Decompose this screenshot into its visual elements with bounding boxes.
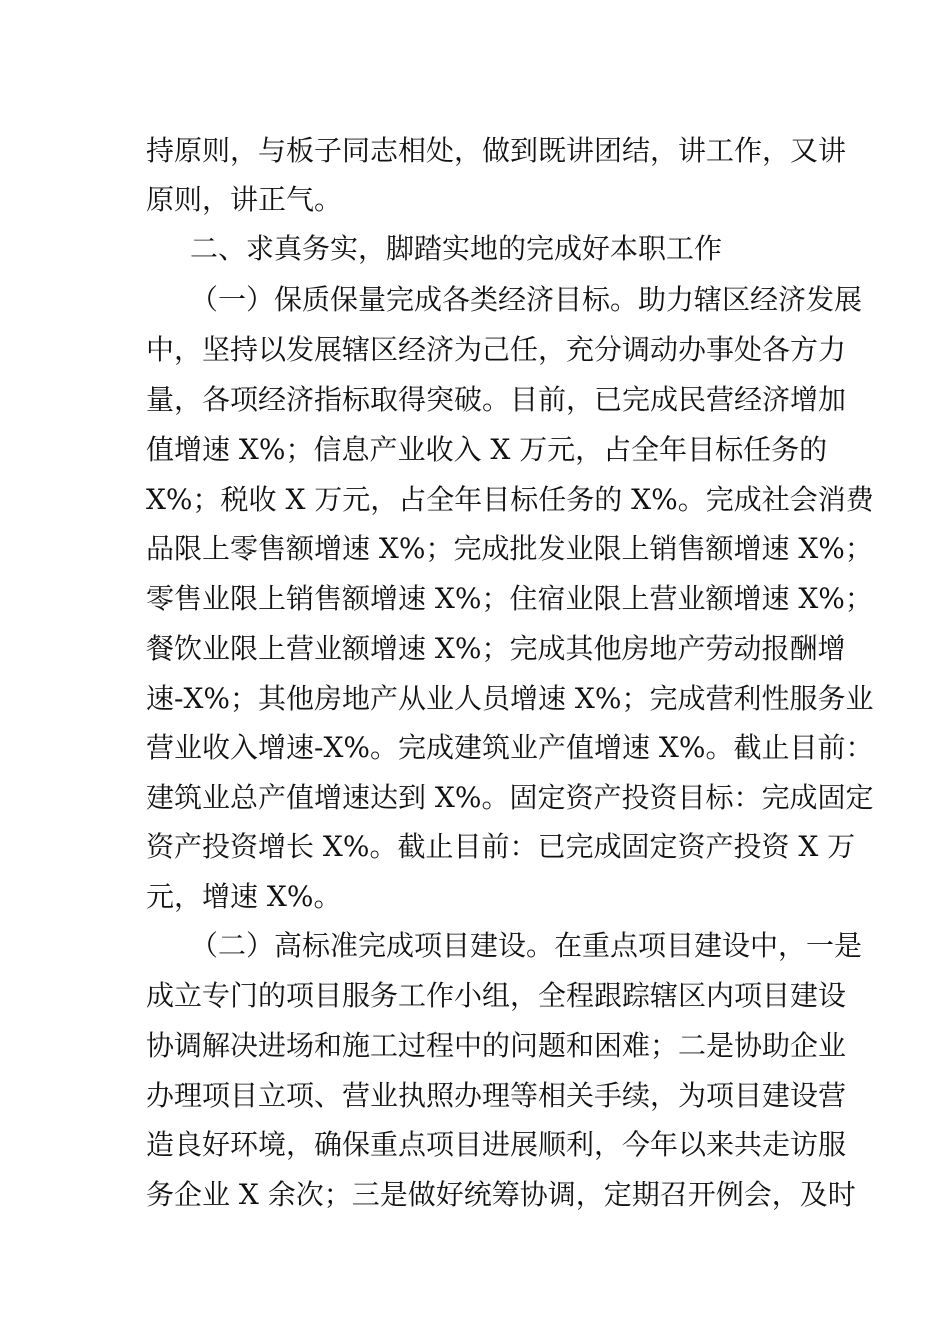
- text-line: 建筑业总产值增速达到 X%。固定资产投资目标：完成固定: [146, 781, 874, 814]
- text-line: 速-X%；其他房地产从业人员增速 X%；完成营利性服务业: [146, 682, 874, 715]
- text-line: 量，各项经济指标取得突破。目前，已完成民营经济增加: [146, 383, 847, 416]
- text-line: 中，坚持以发展辖区经济为己任，充分调动办事处各方力: [146, 333, 847, 366]
- text-line: 餐饮业限上营业额增速 X%；完成其他房地产劳动报酬增: [146, 632, 846, 665]
- text-line: 营业收入增速-X%。完成建筑业产值增速 X%。截止目前：: [146, 731, 874, 764]
- text-line: 成立专门的项目服务工作小组，全程跟踪辖区内项目建设: [146, 979, 847, 1012]
- text-line: 资产投资增长 X%。截止目前：已完成固定资产投资 X 万: [146, 830, 856, 863]
- text-line: 务企业 X 余次；三是做好统筹协调，定期召开例会，及时: [146, 1178, 856, 1211]
- text-line: 零售业限上销售额增速 X%；住宿业限上营业额增速 X%；: [146, 582, 873, 615]
- text-line: 原则，讲正气。: [146, 183, 343, 216]
- text-line: 造良好环境，确保重点项目进展顺利，今年以来共走访服: [146, 1128, 847, 1161]
- section-heading: 二、求真务实，脚踏实地的完成好本职工作: [190, 232, 723, 265]
- text-line: 办理项目立项、营业执照办理等相关手续，为项目建设营: [146, 1079, 847, 1112]
- paragraph-heading: （一）保质保量完成各类经济目标。助力辖区经济发展: [190, 283, 863, 316]
- text-line: 品限上零售额增速 X%；完成批发业限上销售额增速 X%；: [146, 532, 873, 565]
- text-line: X%；税收 X 万元，占全年目标任务的 X%。完成社会消费: [146, 483, 874, 516]
- text-line: 元，增速 X%。: [146, 880, 342, 913]
- text-line: 持原则，与板子同志相处，做到既讲团结，讲工作，又讲: [146, 134, 847, 167]
- paragraph-heading: （二）高标准完成项目建设。在重点项目建设中，一是: [190, 929, 863, 962]
- text-line: 值增速 X%；信息产业收入 X 万元，占全年目标任务的: [146, 433, 828, 466]
- text-line: 协调解决进场和施工过程中的问题和困难；二是协助企业: [146, 1029, 847, 1062]
